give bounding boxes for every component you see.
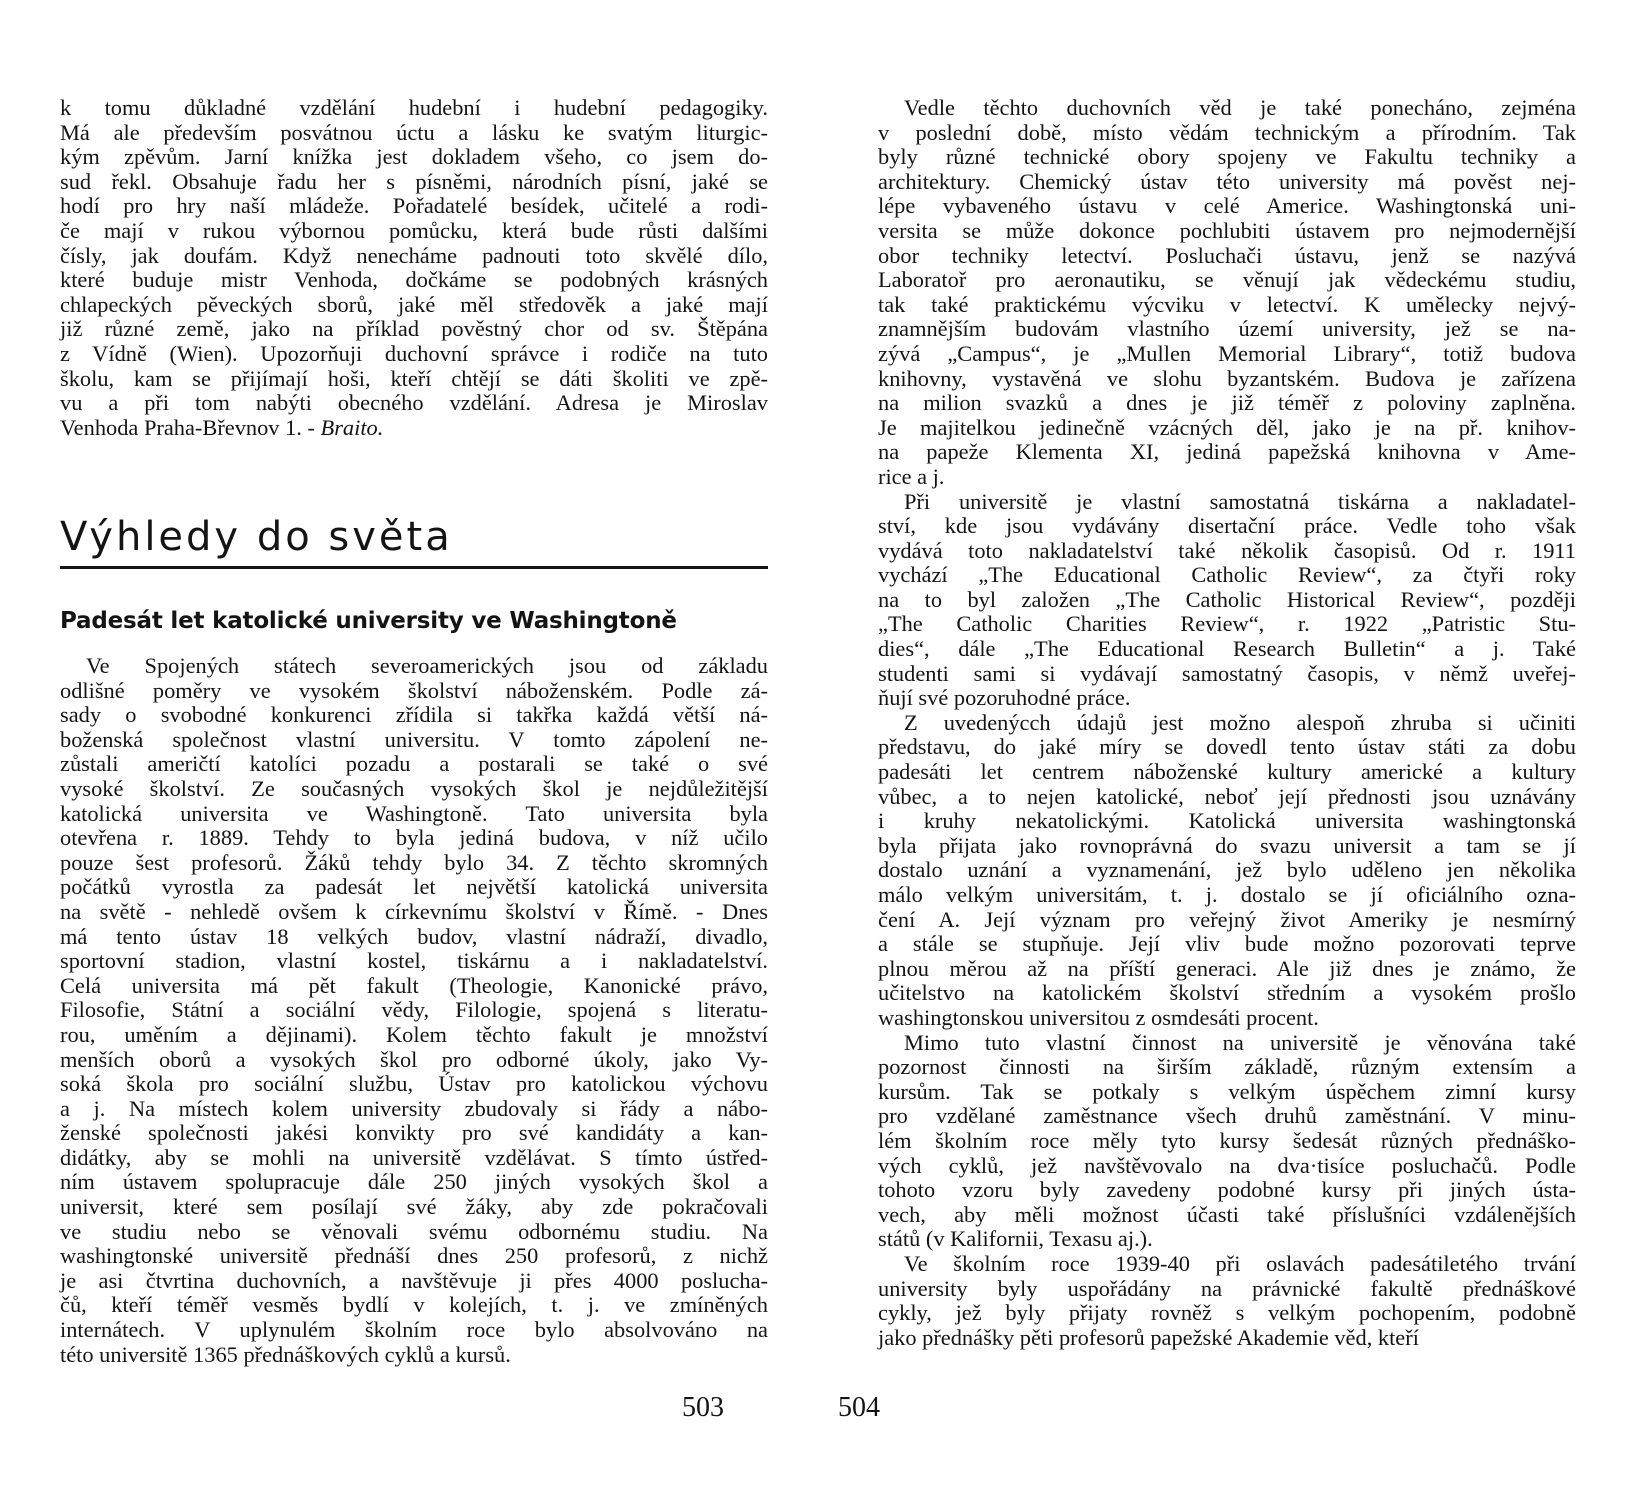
text-line: ženské společnosti jakési konvikty pro své kandidáty a kan-: [60, 1120, 768, 1146]
section-title: Výhledy do světa: [60, 514, 453, 560]
text-line: čísly, jak doufám. Když nenecháme padnouti toto skvělé dílo,: [60, 242, 768, 268]
text-line: katolická universita ve Washingtoně. Tato universita byla: [60, 800, 768, 826]
text-line: washingtonskou universitou z osmdesáti procent.: [878, 1004, 1319, 1030]
text-line: vychází „The Educational Catholic Review“, za čtyři roky: [878, 562, 1576, 588]
text-line: chlapeckých pěveckých sborů, jaké měl středověk a jaké mají: [60, 291, 768, 317]
text-line: a j. Na místech kolem university zbudovaly si řády a nábo-: [60, 1095, 768, 1121]
text-line: zůstali američtí katolíci pozadu a postarali se také o své: [60, 751, 768, 777]
text-line: rice a j.: [878, 463, 945, 489]
text-line: Mimo tuto vlastní činnost na universitě je věnována také: [904, 1029, 1576, 1055]
text-line: kým zpěvům. Jarní knížka jest dokladem všeho, co jsem do-: [60, 144, 768, 170]
text-line: tak také praktickému výcviku v letectví. K umělecky nejvý-: [878, 291, 1576, 317]
text-line: byly různé technické obory spojeny ve Fakultu techniky a: [878, 144, 1576, 170]
text-line: ním ústavem spolupracuje dále 250 jiných vysokých škol a: [60, 1169, 768, 1195]
text-line: boženská společnost vlastní universitu. V tomto zápolení ne-: [60, 726, 768, 752]
text-line: obor techniky letectví. Posluchači ústavu, jenž se nazývá: [878, 242, 1576, 268]
text-line: odlišné poměry ve vysokém školství náboženském. Podle zá-: [60, 677, 768, 703]
left-page: [60, 0, 768, 1500]
text-line: knihovny, vystavěná ve slohu byzantském. Budova je zařízena: [878, 365, 1576, 391]
paragraph: [878, 96, 1576, 490]
text-line: školu, kam se přijímají hoši, kteří chtějí se dáti školiti ve zpě-: [60, 365, 768, 391]
text-line: počátků vyrostla za padesát let největší katolická universita: [60, 874, 768, 900]
text-line: lém školním roce měly tyto kursy šedesát různých přednáško-: [878, 1127, 1576, 1153]
text-line: washingtonské universitě přednáší dnes 250 profesorů, z nichž: [60, 1243, 768, 1269]
text-line: sady o svobodné konkurenci zřídila si takřka každá větší ná-: [60, 702, 768, 728]
text-line: didátky, aby se mohli na universitě vzdělávat. S tímto ústřed-: [60, 1144, 768, 1170]
paragraph: [878, 490, 1576, 711]
text-line: Má ale především posvátnou úctu a lásku ke svatým liturgic-: [60, 119, 768, 145]
text-line: tohoto vzoru byly zavedeny podobné kursy při jiných ústa-: [878, 1177, 1576, 1203]
text-line: vysoké školství. Ze současných vysokých škol je nejdůležitější: [60, 775, 768, 801]
text-line: Laboratoř pro aeronautiku, se věnují jak vědeckému studiu,: [878, 267, 1576, 293]
text-line: představu, do jaké míry se dovedl tento ústav státi za dobu: [878, 734, 1576, 760]
text-line: i kruhy nekatolickými. Katolická universita washingtonská: [878, 808, 1576, 834]
text-line: cykly, jež byly přijaty rovněž s velkým pochopením, podobně: [878, 1300, 1576, 1326]
text-line: internátech. V uplynulém školním roce bylo absolvováno na: [60, 1317, 768, 1343]
text-line: pouze šest profesorů. Žáků tehdy bylo 34. Z těchto skromných: [60, 849, 768, 875]
text-line: vých cyklů, jež navštěvovalo na dva·tisíce posluchačů. Podle: [878, 1152, 1576, 1178]
text-line: Při universitě je vlastní samostatná tiskárna a nakladatel-: [904, 488, 1576, 514]
text-line: k tomu důkladné vzdělání hudební i hudební pedagogiky.: [60, 95, 768, 120]
text-line: vůbec, a to nejen katolické, neboť její přednosti jsou uznávány: [878, 783, 1576, 809]
text-line: studenti sami si vydávají samostatný časopis, v němž uveřej-: [878, 660, 1576, 686]
text-line: plnou měrou až na příští generaci. Ale již dnes je známo, že: [878, 955, 1576, 981]
text-line: hodí pro hry naší mládeže. Pořadatelé besídek, učitelé a rodi-: [60, 193, 768, 219]
text-line: na světě - nehledě ovšem k církevnímu školství v Římě. - Dnes: [60, 898, 768, 924]
text-line: států (v Kalifornii, Texasu aj.).: [878, 1226, 1153, 1252]
right-page-body: [878, 96, 1576, 1350]
text-line: universit, které sem posílají své žáky, aby zde pokračovali: [60, 1194, 768, 1220]
text-line: Z uvedenýcch údajů jest možno alespoň zhruba si učiniti: [904, 709, 1576, 735]
text-line: soká škola pro sociální službu, Ústav pro katolickou výchovu: [60, 1071, 768, 1097]
text-line: menších oborů a vysokých škol pro odborné úkoly, jako Vy-: [60, 1046, 768, 1072]
text-line: ve studiu nebo se věnovali svému odbornému studiu. Na: [60, 1218, 768, 1244]
paragraph: [878, 711, 1576, 1031]
text-line: sportovní stadion, vlastní kostel, tiskárnu a i nakladatelství.: [60, 948, 768, 974]
text-line: již různé země, jako na příklad pověstný chor od sv. Štěpána: [60, 316, 768, 342]
text-line: čení A. Její význam pro veřejný život Ameriky je nesmírný: [878, 906, 1576, 932]
paragraph: [878, 1031, 1576, 1252]
page-number-right: 504: [838, 1392, 880, 1423]
text-line: ňují své pozoruhodné práce.: [878, 685, 1131, 711]
text-line: otevřena r. 1889. Tehdy to byla jediná budova, v níž učilo: [60, 825, 768, 851]
text-line: lépe vybaveného ústavu v celé Americe. Washingtonská uni-: [878, 193, 1576, 219]
right-page: [838, 0, 1576, 1500]
text-line: ství, kde jsou vydávány disertační práce. Vedle toho však: [878, 513, 1576, 539]
article-title: Padesát let katolické university ve Washingtoně: [60, 608, 677, 634]
page-number-left: 503: [682, 1392, 724, 1423]
text-line: učitelstvo na katolickém školství středním a vysokém prošlo: [878, 980, 1576, 1006]
text-line: je asi čtvrtina duchovních, a navštěvuje ji přes 4000 poslucha-: [60, 1267, 768, 1293]
text-line: zývá „Campus“, je „Mullen Memorial Library“, totiž budova: [878, 340, 1576, 366]
text-line: dies“, dále „The Educational Research Bulletin“ a j. Také: [878, 636, 1576, 662]
text-line: této universitě 1365 přednáškových cyklů a kursů.: [60, 1341, 511, 1367]
text-line: vydává toto nakladatelství také několik časopisů. Od r. 1911: [878, 537, 1576, 563]
text-line: na papeže Klementa XI, jediná papežská knihovna v Ame-: [878, 439, 1576, 465]
text-line: má tento ústav 18 velkých budov, vlastní nádraží, divadlo,: [60, 923, 768, 949]
text-line: na milion svazků a dnes je již téměř z poloviny zaplněna.: [878, 390, 1576, 416]
text-line: rou, uměním a dějinami). Kolem těchto fakult je množství: [60, 1021, 768, 1047]
text-line: Ve školním roce 1939-40 při oslavách padesátiletého trvání: [904, 1250, 1576, 1276]
article-body: [60, 654, 768, 1367]
text-line: byla přijata jako rovnoprávná do svazu universit a tam se jí: [878, 832, 1576, 858]
section-title-rule: [60, 566, 768, 569]
text-line: padesáti let centrem náboženské kultury americké a kultury: [878, 759, 1576, 785]
text-line: a stále se stupňuje. Její vliv bude možno pozorovati teprve: [878, 931, 1576, 957]
text-line: kursům. Tak se potkaly s velkým úspěchem zimní kursy: [878, 1078, 1576, 1104]
text-line: university byly uspořádány na právnické fakultě přednáškové: [878, 1275, 1576, 1301]
text-line: jako přednášky pěti profesorů papežské Akademie věd, kteří: [878, 1324, 1419, 1350]
text-line: pozornost činnosti na širším základě, různým extensím a: [878, 1054, 1576, 1080]
text-line: sud řekl. Obsahuje řadu her s písněmi, národních písní, jaké se: [60, 168, 768, 194]
text-line: vech, aby měli možnost účasti také příslušníci vzdálenějších: [878, 1201, 1576, 1227]
text-line-part: Venhoda Praha-Břevnov 1. -: [60, 414, 321, 440]
text-line: „The Catholic Charities Review“, r. 1922 „Patristic Stu-: [878, 611, 1576, 637]
text-line: v poslední době, místo vědám technickým a přírodním. Tak: [878, 119, 1576, 145]
text-line: Celá universita má pět fakult (Theologie, Kanonické právo,: [60, 972, 768, 998]
text-line: [60, 416, 768, 441]
author-signature: Braito.: [320, 414, 384, 440]
text-line: architektury. Chemický ústav této university má pověst nej-: [878, 168, 1576, 194]
opening-text: [60, 96, 768, 440]
paragraph: [878, 1252, 1576, 1350]
text-line: pro vzdělané zaměstnance všech druhů zaměstnání. V minu-: [878, 1103, 1576, 1129]
text-line: dostalo uznání a vyznamenání, jež bylo uděleno jen několika: [878, 857, 1576, 883]
text-line: málo velkým universitám, t. j. dostalo se jí oficiálního ozna-: [878, 882, 1576, 907]
text-line: znamnějším budovám vlastního území university, jež se na-: [878, 316, 1576, 342]
text-line: če mají v rukou výbornou pomůcku, která bude růsti dalšími: [60, 217, 768, 243]
text-line: versita se může dokonce pochlubiti ústavem pro nejmodernější: [878, 217, 1576, 243]
text-line: z Vídně (Wien). Upozorňuji duchovní správce i rodiče na tuto: [60, 340, 768, 366]
text-line: které buduje mistr Venhoda, dočkáme se podobných krásných: [60, 267, 768, 293]
text-line: Filosofie, Státní a sociální vědy, Filologie, spojená s literatu-: [60, 997, 768, 1023]
text-line: Ve Spojených státech severoamerických jsou od základu: [86, 653, 768, 678]
text-line: vu a při tom nabýti obecného vzdělání. Adresa je Miroslav: [60, 390, 768, 416]
text-line: Vedle těchto duchovních věd je také ponecháno, zejména: [904, 95, 1576, 120]
text-line: na to byl založen „The Catholic Historical Review“, později: [878, 586, 1576, 612]
text-line: čů, kteří téměř vesměs bydlí v kolejích, t. j. ve zmíněných: [60, 1292, 768, 1318]
text-line: Je majitelkou jedinečně vzácných děl, jako je na př. knihov-: [878, 414, 1576, 440]
